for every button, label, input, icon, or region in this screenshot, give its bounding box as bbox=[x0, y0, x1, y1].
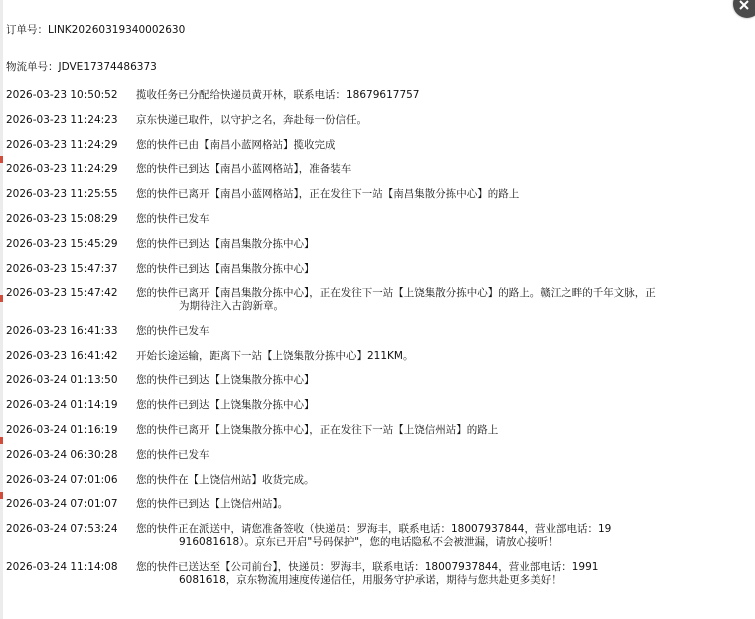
left-edge-marker bbox=[0, 492, 3, 499]
event-time: 2026-03-23 16:41:33 bbox=[6, 324, 118, 337]
event-text bbox=[136, 561, 741, 599]
event-text: 您的快件已到达【上饶信州站】。 bbox=[136, 498, 289, 511]
event-text: 揽收任务已分配给快递员黄开林，联系电话：18679617757 bbox=[136, 89, 420, 101]
tracking-timeline bbox=[6, 89, 741, 598]
timeline-row bbox=[6, 114, 741, 139]
timeline-row bbox=[6, 325, 741, 350]
timeline-row bbox=[6, 213, 741, 238]
event-text: 您的快件已到达【南昌集散分拣中心】 bbox=[136, 237, 315, 250]
event-time: 2026-03-23 11:24:29 bbox=[6, 138, 118, 151]
event-time: 2026-03-24 01:13:50 bbox=[6, 374, 118, 387]
event-text: 您的快件已到达【南昌小蓝网格站】，准备装车 bbox=[136, 163, 352, 176]
event-text: 您的快件已离开【上饶集散分拣中心】，正在发往下一站【上饶信州站】的路上 bbox=[136, 424, 499, 437]
event-text bbox=[136, 287, 741, 325]
event-text: 您的快件已发车 bbox=[136, 324, 210, 337]
event-text-continuation: 为期待注入古韵新章。 bbox=[179, 300, 284, 313]
event-time: 2026-03-24 07:01:06 bbox=[6, 473, 118, 486]
left-edge-strip bbox=[0, 0, 3, 619]
timeline-row bbox=[6, 89, 741, 114]
event-time: 2026-03-23 15:08:29 bbox=[6, 212, 118, 225]
close-icon bbox=[739, 0, 749, 10]
event-text: 您的快件已离开【南昌小蓝网格站】，正在发往下一站【南昌集散分拣中心】的路上 bbox=[136, 188, 520, 201]
event-time: 2026-03-24 11:14:08 bbox=[6, 560, 118, 573]
timeline-row bbox=[6, 163, 741, 188]
order-number-value: LINK20260319340002630 bbox=[48, 24, 186, 36]
order-number bbox=[6, 22, 185, 37]
event-time: 2026-03-23 11:24:29 bbox=[6, 163, 118, 176]
timeline-row bbox=[6, 399, 741, 424]
timeline-row bbox=[6, 139, 741, 164]
event-time: 2026-03-24 06:30:28 bbox=[6, 448, 118, 461]
event-text-line: 您的快件正在派送中，请您准备签收（快递员：罗海丰，联系电话：18007937844，营业部电话：19 bbox=[136, 523, 612, 536]
event-time: 2026-03-24 07:53:24 bbox=[6, 523, 118, 536]
event-text: 您的快件已由【南昌小蓝网格站】揽收完成 bbox=[136, 138, 336, 151]
timeline-row bbox=[6, 523, 741, 561]
event-text-continuation: 916081618）。京东已开启"号码保护"，您的电话隐私不会被泄漏，请放心接听！ bbox=[179, 536, 559, 549]
event-time: 2026-03-23 16:41:42 bbox=[6, 349, 118, 362]
event-text: 您的快件已发车 bbox=[136, 448, 210, 461]
order-number-label: 订单号： bbox=[6, 24, 48, 36]
timeline-row bbox=[6, 350, 741, 375]
event-text: 您的快件在【上饶信州站】收货完成。 bbox=[136, 473, 315, 486]
close-button[interactable] bbox=[733, 0, 755, 18]
event-text: 您的快件已到达【南昌集散分拣中心】 bbox=[136, 262, 315, 275]
left-edge-marker bbox=[0, 295, 3, 302]
event-text: 您的快件已到达【上饶集散分拣中心】 bbox=[136, 399, 315, 412]
timeline-row bbox=[6, 424, 741, 449]
event-time: 2026-03-23 10:50:52 bbox=[6, 89, 118, 101]
timeline-row bbox=[6, 561, 741, 599]
event-time: 2026-03-23 11:24:23 bbox=[6, 113, 118, 126]
event-text-continuation: 6081618，京东物流用速度传递信任，用服务守护承诺，期待与您共赴更多美好！ bbox=[179, 573, 562, 586]
event-text-line: 您的快件已送达至【公司前台】，快递员：罗海丰，联系电话：18007937844，营业部电话：1991 bbox=[136, 560, 599, 573]
timeline-row bbox=[6, 374, 741, 399]
timeline-row bbox=[6, 474, 741, 499]
event-text: 京东快递已取件，以守护之名，奔赴每一份信任。 bbox=[136, 113, 367, 126]
event-text-line: 您的快件已离开【南昌集散分拣中心】，正在发往下一站【上饶集散分拣中心】的路上。赣江之畔的千年文脉，正 bbox=[136, 287, 656, 300]
event-text: 您的快件已发车 bbox=[136, 212, 210, 225]
timeline-row bbox=[6, 287, 741, 325]
event-time: 2026-03-24 01:14:19 bbox=[6, 399, 118, 412]
timeline-row bbox=[6, 188, 741, 213]
event-time: 2026-03-23 11:25:55 bbox=[6, 188, 118, 201]
timeline-row bbox=[6, 238, 741, 263]
left-edge-marker bbox=[0, 437, 3, 444]
tracking-number bbox=[6, 59, 157, 74]
timeline-row bbox=[6, 263, 741, 288]
event-time: 2026-03-23 15:47:42 bbox=[6, 287, 118, 300]
timeline-row bbox=[6, 449, 741, 474]
tracking-number-value: JDVE17374486373 bbox=[58, 61, 157, 73]
event-time: 2026-03-24 01:16:19 bbox=[6, 424, 118, 437]
event-time: 2026-03-23 15:47:37 bbox=[6, 262, 118, 275]
left-edge-marker bbox=[0, 156, 3, 163]
event-text: 开始长途运输，距离下一站【上饶集散分拣中心】211KM。 bbox=[136, 349, 414, 362]
event-text bbox=[136, 523, 741, 561]
event-time: 2026-03-23 15:45:29 bbox=[6, 237, 118, 250]
timeline-row bbox=[6, 498, 741, 523]
event-time: 2026-03-24 07:01:07 bbox=[6, 498, 118, 511]
tracking-number-label: 物流单号： bbox=[6, 61, 59, 73]
event-text: 您的快件已到达【上饶集散分拣中心】 bbox=[136, 374, 315, 387]
